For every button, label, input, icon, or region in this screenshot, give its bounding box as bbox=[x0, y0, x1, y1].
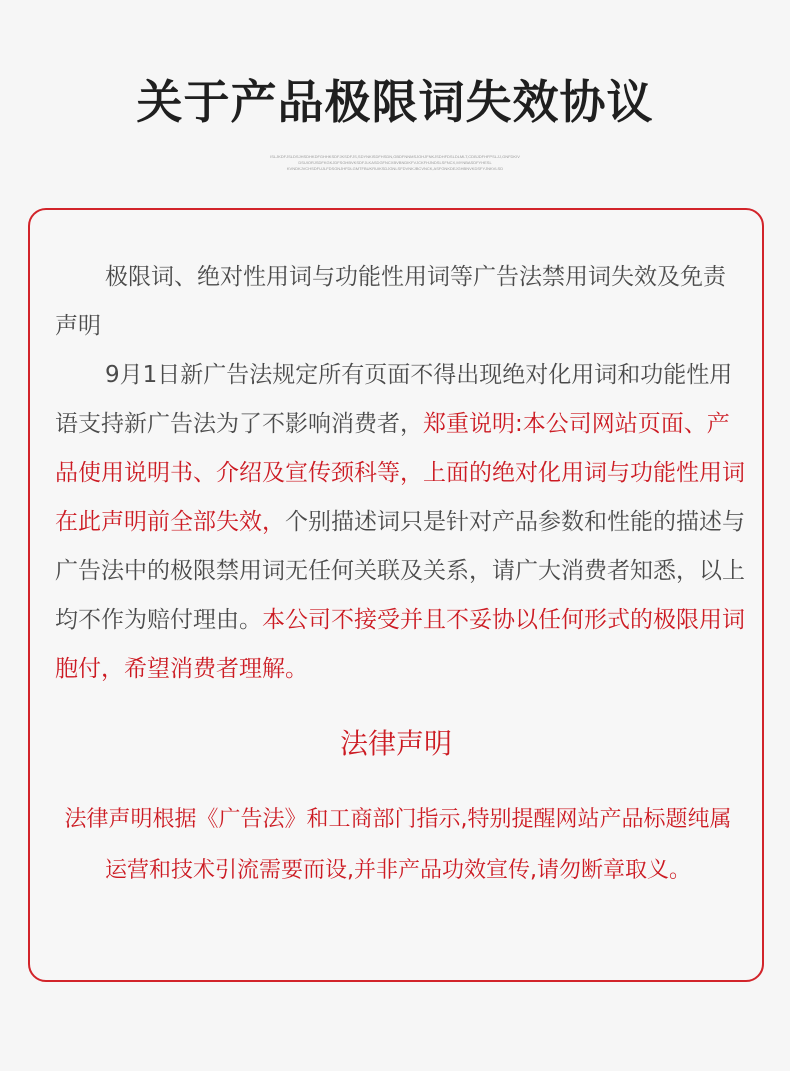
decorative-fine-print bbox=[235, 154, 555, 172]
disclaimer-card bbox=[28, 208, 764, 982]
paragraph-text-highlight: 本公司不接受并且不妥协以任何形式的极限用词胞付，希望消费者理解。 bbox=[55, 607, 745, 682]
legal-heading: 法律声明 bbox=[339, 727, 452, 760]
disclaimer-body bbox=[55, 253, 745, 694]
legal-text: 法律声明根据《广告法》和工商部门指示,特别提醒网站产品标题纯属运营和技术引流需要而设,并非产品功效宣传,请勿断章取义。 bbox=[64, 807, 732, 883]
disclaimer-main-paragraph bbox=[55, 351, 745, 694]
fine-print-line: ISLJKDFJSLDSJHSDHKDFGHHKSDFJKSDFJS,SDYNKISDFHSDN,GBDFNNMSJOHJFNKJSDHFDSLDLMLT,CDBJDFHFPSLJJ,GNFDKIV bbox=[270, 154, 520, 159]
page-title: 关于产品极限词失效协议 bbox=[136, 75, 654, 129]
fine-print-line: DSUIORJSDFKGKJDFSGHBVKSDFJLKASDGFNCXBVBNDIKFVJCKFHJNDSLSFNCX,MYNBASDFYHESL bbox=[298, 160, 492, 165]
paragraph-text-plain: 9月1日新广告法规定所有页面不得出现绝对化用词和功能性用语支持新广告法为了不影响消费者， bbox=[55, 362, 733, 437]
fine-print-line: KVNDKJVCHSDFUJLFDSGNJHFDLGMTFBUKRUIKSDJGNLSFDVNKJBCVNCK,ASFGNKDEJGHBNVKDSFYJNKVLSD bbox=[286, 166, 504, 171]
paragraph-text-highlight: 郑重说明:本公司网站页面、产品使用说明书、介绍及宣传颈科等，上面的绝对化用词与功能性用词在此声明前全部失效， bbox=[55, 411, 745, 535]
paragraph-text-plain: 个别描述词只是针对产品参数和性能的描述与广告法中的极限禁用词无任何关联及关系，请广大消费者知悉，以上均不作为赔付理由。 bbox=[55, 509, 745, 633]
disclaimer-heading-paragraph: 极限词、绝对性用词与功能性用词等广告法禁用词失效及免责声明 bbox=[55, 264, 726, 339]
